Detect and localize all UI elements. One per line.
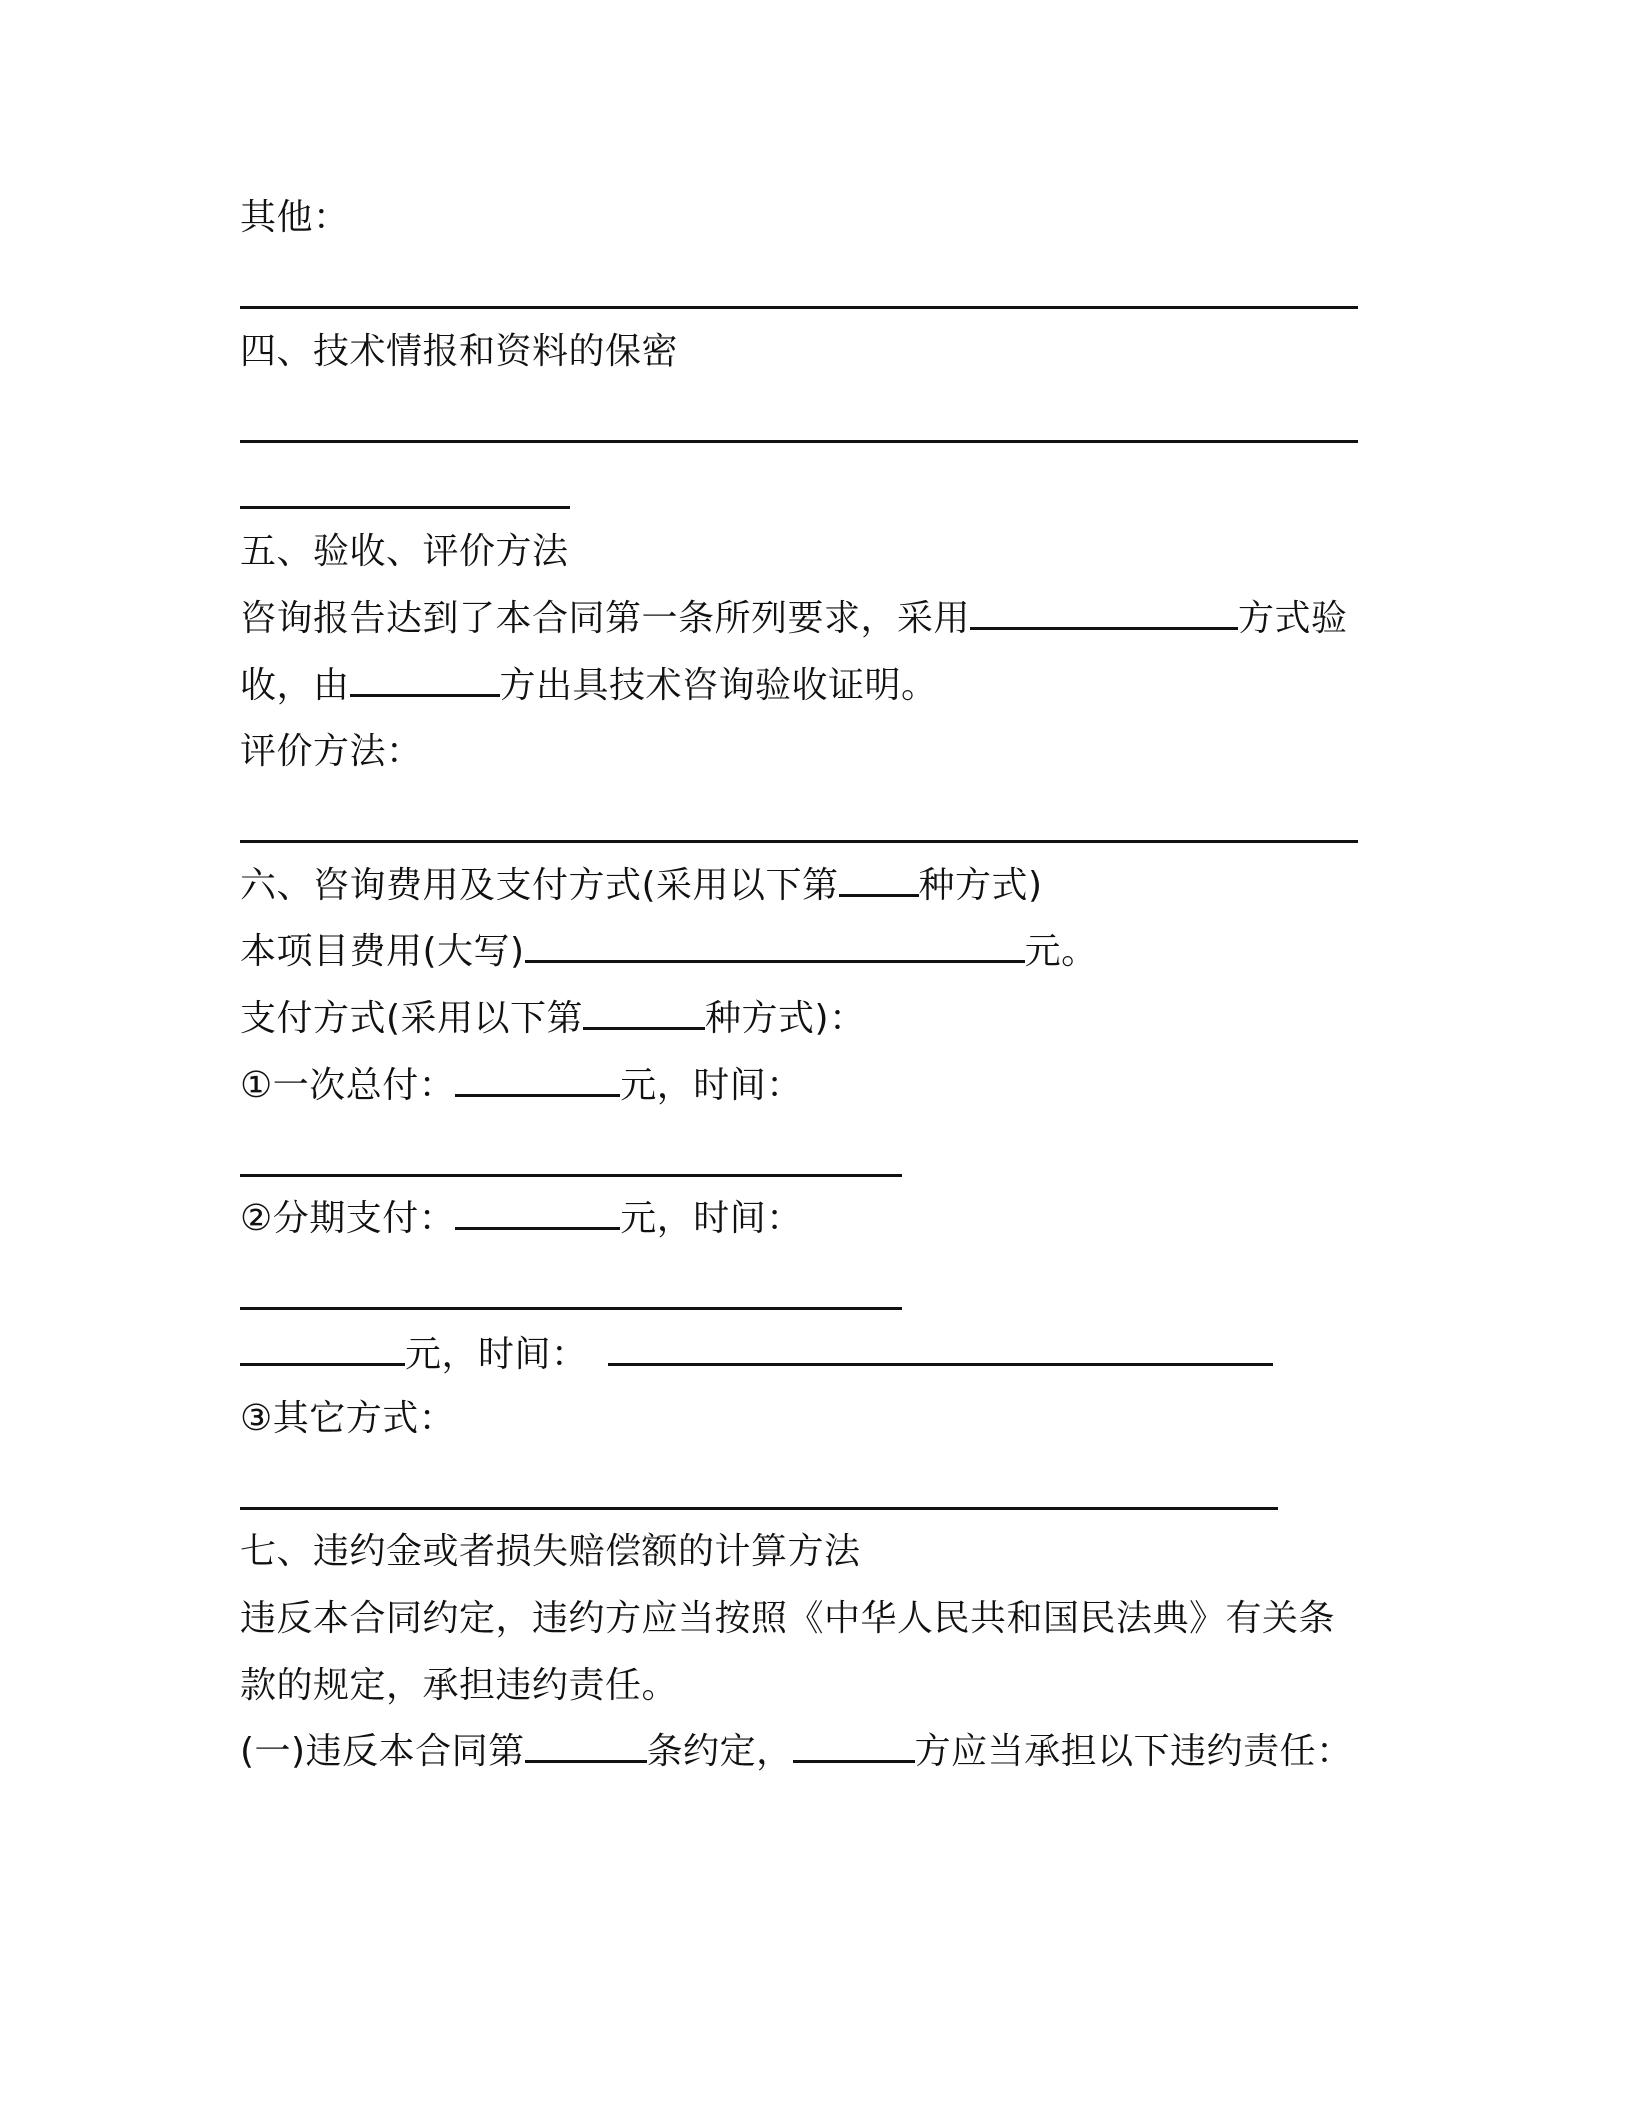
installment-time-fill-line[interactable] bbox=[240, 1307, 902, 1310]
payment-method-suffix: 种方式)： bbox=[705, 998, 866, 1039]
section-6-heading-a: 六、咨询费用及支付方式(采用以下第 bbox=[240, 865, 839, 906]
evaluation-fill-line[interactable] bbox=[240, 840, 1358, 843]
clause-number-blank[interactable] bbox=[525, 1730, 647, 1763]
breach-clause-text-a: (一)违反本合同第 bbox=[240, 1731, 525, 1772]
section-5-heading: 五、验收、评价方法 bbox=[240, 531, 569, 572]
lump-sum-label: ①一次总付： bbox=[240, 1065, 456, 1106]
section-6-heading bbox=[240, 864, 1043, 908]
breach-clause-line bbox=[240, 1730, 1353, 1774]
section-4-fill-line-1[interactable] bbox=[240, 440, 1358, 443]
installment-label: ②分期支付： bbox=[240, 1198, 456, 1239]
acceptance-method-blank[interactable] bbox=[970, 597, 1238, 630]
section-5-text-1a: 咨询报告达到了本合同第一条所列要求，采用 bbox=[240, 598, 971, 639]
lump-sum-time-label: 元，时间： bbox=[620, 1065, 803, 1106]
section-6-heading-b: 种方式) bbox=[918, 865, 1043, 906]
section-5-text-1b: 方式验 bbox=[1238, 598, 1348, 639]
project-fee-blank[interactable] bbox=[525, 930, 1025, 963]
section-5-text-2a: 收，由 bbox=[240, 665, 350, 706]
certifying-party-blank[interactable] bbox=[350, 664, 500, 697]
lump-sum-amount-blank[interactable] bbox=[455, 1064, 620, 1097]
section-4-fill-line-2[interactable] bbox=[240, 506, 570, 509]
breach-clause-text-c: 方应当承担以下违约责任： bbox=[914, 1731, 1353, 1772]
breaching-party-blank[interactable] bbox=[793, 1730, 915, 1763]
project-fee-label: 本项目费用(大写) bbox=[240, 931, 525, 972]
section-5-text-2b: 方出具技术咨询验收证明。 bbox=[499, 665, 938, 706]
installment-line bbox=[240, 1197, 803, 1241]
lump-sum-line bbox=[240, 1064, 803, 1108]
installment-time-label: 元，时间： bbox=[620, 1198, 803, 1239]
lump-sum-time-fill-line[interactable] bbox=[240, 1174, 902, 1177]
installment-amount-blank[interactable] bbox=[455, 1197, 620, 1230]
section-5-paragraph-line-2 bbox=[240, 664, 938, 708]
installment-amount-blank-2[interactable] bbox=[240, 1333, 405, 1366]
payment-method-label: 支付方式(采用以下第 bbox=[240, 998, 584, 1039]
other-label: 其他： bbox=[240, 197, 350, 238]
other-method-fill-line[interactable] bbox=[240, 1507, 1278, 1510]
other-fill-line[interactable] bbox=[240, 306, 1358, 309]
breach-clause-text-b: 条约定， bbox=[646, 1731, 793, 1772]
installment-line-2 bbox=[240, 1333, 1273, 1377]
section-4-heading: 四、技术情报和资料的保密 bbox=[240, 331, 679, 372]
project-fee-unit: 元。 bbox=[1024, 931, 1098, 972]
payment-method-line bbox=[240, 997, 866, 1041]
section-7-paragraph-line-1: 违反本合同约定，违约方应当按照《中华人民共和国民法典》有关条 bbox=[240, 1598, 1336, 1639]
payment-method-number-blank[interactable] bbox=[839, 864, 919, 897]
installment-time-blank-2[interactable] bbox=[608, 1333, 1273, 1366]
project-fee-line bbox=[240, 930, 1098, 974]
other-method-label: ③其它方式： bbox=[240, 1398, 456, 1439]
payment-option-blank[interactable] bbox=[583, 997, 705, 1030]
section-7-paragraph-line-2: 款的规定，承担违约责任。 bbox=[240, 1665, 679, 1706]
evaluation-method-label: 评价方法： bbox=[240, 731, 423, 772]
installment-time-label-2: 元，时间： bbox=[405, 1334, 588, 1375]
section-5-paragraph-line-1 bbox=[240, 597, 1348, 641]
section-7-heading: 七、违约金或者损失赔偿额的计算方法 bbox=[240, 1531, 861, 1572]
